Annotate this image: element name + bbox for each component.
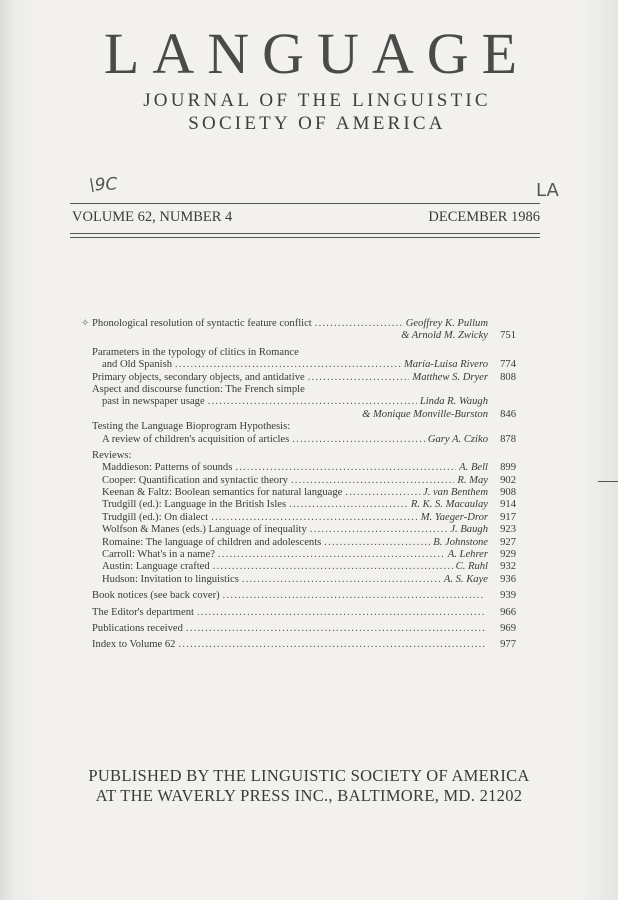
toc-entry: & Monique Monville-Burston 846 — [362, 408, 516, 420]
toc-review: Carroll: What's in a name? ..... A. Lehrer 929 — [92, 549, 516, 561]
toc-entry: Primary objects, secondary objects, and antidative ..... Matthew S. Dryer 808 — [92, 372, 516, 384]
toc-review: Maddieson: Patterns of sounds ..... A. Bell 899 — [92, 462, 516, 474]
toc-entry: Aspect and discourse function: The French simple — [92, 383, 305, 395]
journal-subtitle-line-1: JOURNAL OF THE LINGUISTIC — [143, 90, 491, 111]
toc-entry: A review of children's acquisition of articles ..... Gary A. Cziko 878 — [92, 434, 516, 446]
toc-entry: Publications received ..... 969 — [92, 623, 516, 635]
toc-review: Cooper: Quantification and syntactic theory ..... R. May 902 — [92, 475, 516, 487]
toc-review: Trudgill (ed.): On dialect ..... M. Yaeger-Dror 917 — [92, 512, 516, 524]
margin-tick-mark — [598, 481, 618, 482]
toc-entry: Testing the Language Bioprogram Hypothesis: — [92, 421, 291, 433]
toc-review: Keenan & Faltz: Boolean semantics for natural language ..... J. van Benthem 908 — [92, 487, 516, 499]
toc-review: Hudson: Invitation to linguistics ..... A. S. Kaye 936 — [92, 574, 516, 586]
toc-entry: ✧ Phonological resolution of syntactic feature conflict ..... Geoffrey K. Pullum — [92, 318, 516, 330]
toc-entry: & Arnold M. Zwicky 751 — [401, 330, 516, 342]
toc-section-heading: Reviews: — [92, 449, 132, 461]
issue-date: DECEMBER 1986 — [428, 209, 540, 225]
toc-review: Wolfson & Manes (eds.) Language of inequality ..... J. Baugh 923 — [92, 524, 516, 536]
bottom-rule-1 — [70, 233, 540, 234]
toc-entry: past in newspaper usage ..... Linda R. Waugh — [92, 396, 516, 408]
toc-entry: Index to Volume 62 ..... 977 — [92, 639, 516, 651]
toc-review: Trudgill (ed.): Language in the British Isles ..... R. K. S. Macaulay 914 — [92, 499, 516, 511]
journal-subtitle-line-2: SOCIETY OF AMERICA — [188, 113, 446, 134]
handwritten-note-right: LA — [536, 180, 559, 201]
toc-entry: Book notices (see back cover) ..... 939 — [92, 590, 516, 602]
toc-review: Austin: Language crafted ..... C. Ruhl 932 — [92, 561, 516, 573]
publisher-line-2: AT THE WAVERLY PRESS INC., BALTIMORE, MD. 21202 — [95, 786, 523, 805]
journal-title: LANGUAGE — [103, 21, 531, 86]
top-rule — [70, 203, 540, 204]
bottom-rule-2 — [70, 237, 540, 238]
table-of-contents — [81, 318, 516, 652]
publisher-line-1: PUBLISHED BY THE LINGUISTIC SOCIETY OF AMERICA — [88, 766, 530, 785]
toc-entry: The Editor's department ..... 966 — [92, 607, 516, 619]
toc-entry: and Old Spanish ..... María-Luisa Rivero 774 — [92, 359, 516, 371]
margin-mark-icon: ✧ — [81, 318, 90, 329]
volume-number: VOLUME 62, NUMBER 4 — [72, 209, 233, 225]
handwritten-note-left: \9C — [88, 174, 118, 196]
toc-entry: Parameters in the typology of clitics in Romance — [92, 346, 299, 358]
toc-review: Romaine: The language of children and adolescents ..... B. Johnstone 927 — [92, 537, 516, 549]
